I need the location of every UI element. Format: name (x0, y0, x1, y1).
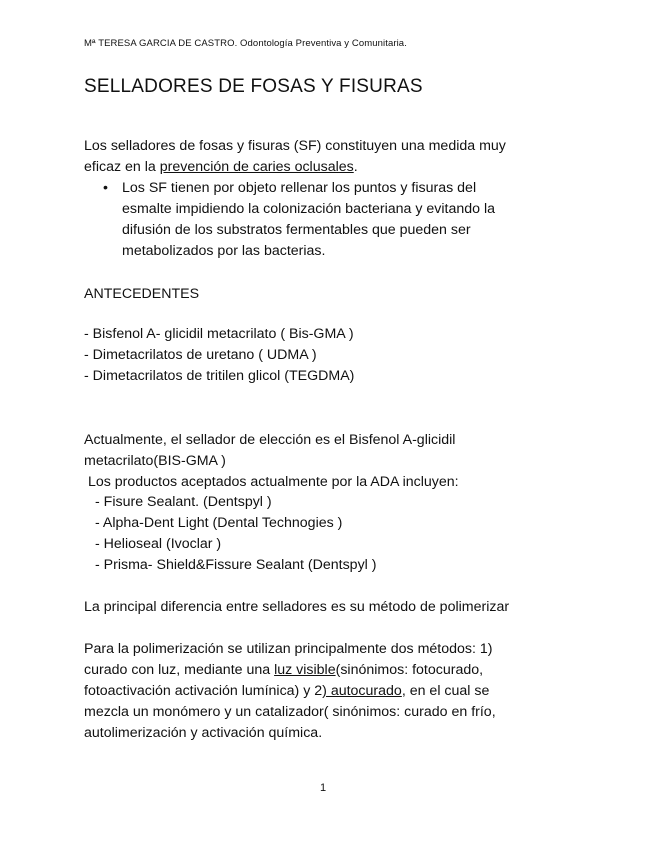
polimerizacion-line-1: Para la polimerización se utilizan principalmente dos métodos: 1) (84, 641, 493, 657)
polimerizacion-line-3 (84, 681, 489, 702)
polimerizacion-line-3-pre: fotoactivación activación lumínica) y 2 (84, 683, 323, 699)
antecedentes-heading: ANTECEDENTES (84, 286, 200, 302)
product-item: - Alpha-Dent Light (Dental Technogies ) (95, 515, 343, 531)
actual-line-1: Actualmente, el sellador de elección es el Bisfenol A-glicidil (84, 432, 456, 448)
autocurado-link: ) autocurado (322, 683, 402, 699)
prevention-link: prevención de caries oclusales (159, 159, 354, 175)
polimerizacion-line-3-post: , en el cual se (401, 683, 490, 699)
page-header: Mª TERESA GARCIA DE CASTRO. Odontología Preventiva y Comunitaria. (84, 38, 407, 49)
antecedente-item: - Dimetacrilatos de uretano ( UDMA ) (84, 347, 317, 363)
page-number: 1 (320, 782, 327, 794)
intro-line-2 (84, 157, 358, 178)
bullet-line-2: esmalte impidiendo la colonización bacteriana y evitando la (122, 201, 496, 217)
antecedente-item: - Dimetacrilatos de tritilen glicol (TEGDMA) (84, 368, 355, 384)
actual-line-2: metacrilato(BIS-GMA ) (84, 453, 226, 469)
polimerizacion-line-2 (84, 660, 483, 681)
polimerizacion-line-4: mezcla un monómero y un catalizador( sinónimos: curado en frío, (84, 704, 496, 720)
product-item: - Prisma- Shield&Fissure Sealant (Dentspyl ) (95, 557, 377, 573)
polimerizacion-line-2-post: (sinónimos: fotocurado, (335, 662, 484, 678)
luz-visible-link: luz visible (274, 662, 336, 678)
intro-line-2-pre: eficaz en la (84, 159, 160, 175)
page-title: SELLADORES DE FOSAS Y FISURAS (84, 76, 423, 97)
intro-line-2-post: . (353, 159, 358, 175)
product-item: - Helioseal (Ivoclar ) (95, 536, 222, 552)
antecedente-item: - Bisfenol A- glicidil metacrilato ( Bis-GMA ) (84, 326, 354, 342)
bullet-line-3: difusión de los substratos fermentables que pueden ser (122, 222, 471, 238)
polimerizacion-line-5: autolimerización y activación química. (84, 725, 323, 741)
actual-line-3: Los productos aceptados actualmente por la ADA incluyen: (84, 474, 459, 490)
bullet-marker: • (103, 180, 108, 196)
product-item: - Fisure Sealant. (Dentspyl ) (95, 494, 272, 510)
bullet-line-4: metabolizados por las bacterias. (122, 243, 326, 259)
polimerizacion-line-2-pre: curado con luz, mediante una (84, 662, 275, 678)
diferencia-line: La principal diferencia entre selladores es su método de polimerizar (84, 599, 510, 615)
intro-line-1: Los selladores de fosas y fisuras (SF) constituyen una medida muy (84, 138, 506, 154)
bullet-line-1: Los SF tienen por objeto rellenar los puntos y fisuras del (122, 180, 477, 196)
